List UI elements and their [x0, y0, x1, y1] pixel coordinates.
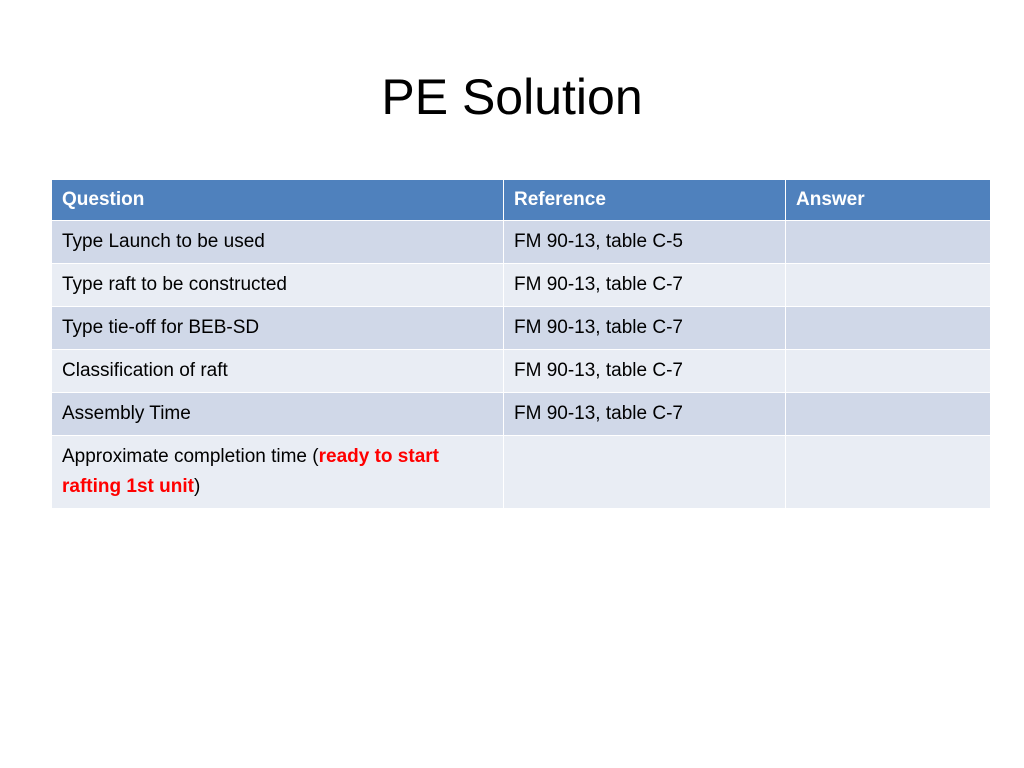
cell-reference: [504, 436, 786, 509]
table-row: [52, 307, 991, 350]
cell-question: [52, 436, 504, 509]
header-question: Question: [52, 180, 504, 221]
cell-question: Assembly Time: [52, 393, 504, 436]
cell-answer: [786, 393, 991, 436]
question-prefix: Approximate completion time (: [62, 446, 319, 467]
pe-solution-table: [51, 179, 991, 509]
table-header-row: [52, 180, 991, 221]
cell-reference: FM 90-13, table C-5: [504, 221, 786, 264]
header-reference: Reference: [504, 180, 786, 221]
cell-question: Type raft to be constructed: [52, 264, 504, 307]
cell-reference: FM 90-13, table C-7: [504, 393, 786, 436]
cell-question: Classification of raft: [52, 350, 504, 393]
cell-reference: FM 90-13, table C-7: [504, 350, 786, 393]
header-answer: Answer: [786, 180, 991, 221]
cell-answer: [786, 436, 991, 509]
cell-answer: [786, 307, 991, 350]
slide-title: PE Solution: [381, 69, 643, 125]
cell-reference: FM 90-13, table C-7: [504, 307, 786, 350]
cell-answer: [786, 221, 991, 264]
cell-question: Type tie-off for BEB-SD: [52, 307, 504, 350]
table-row: [52, 393, 991, 436]
table-row: [52, 221, 991, 264]
cell-answer: [786, 264, 991, 307]
cell-answer: [786, 350, 991, 393]
cell-question: Type Launch to be used: [52, 221, 504, 264]
question-suffix: ): [193, 476, 201, 497]
table-row: [52, 350, 991, 393]
question-emphasis: ready to start rafting 1st unit: [62, 446, 439, 497]
table-row: [52, 264, 991, 307]
cell-reference: FM 90-13, table C-7: [504, 264, 786, 307]
table-row: [52, 436, 991, 509]
